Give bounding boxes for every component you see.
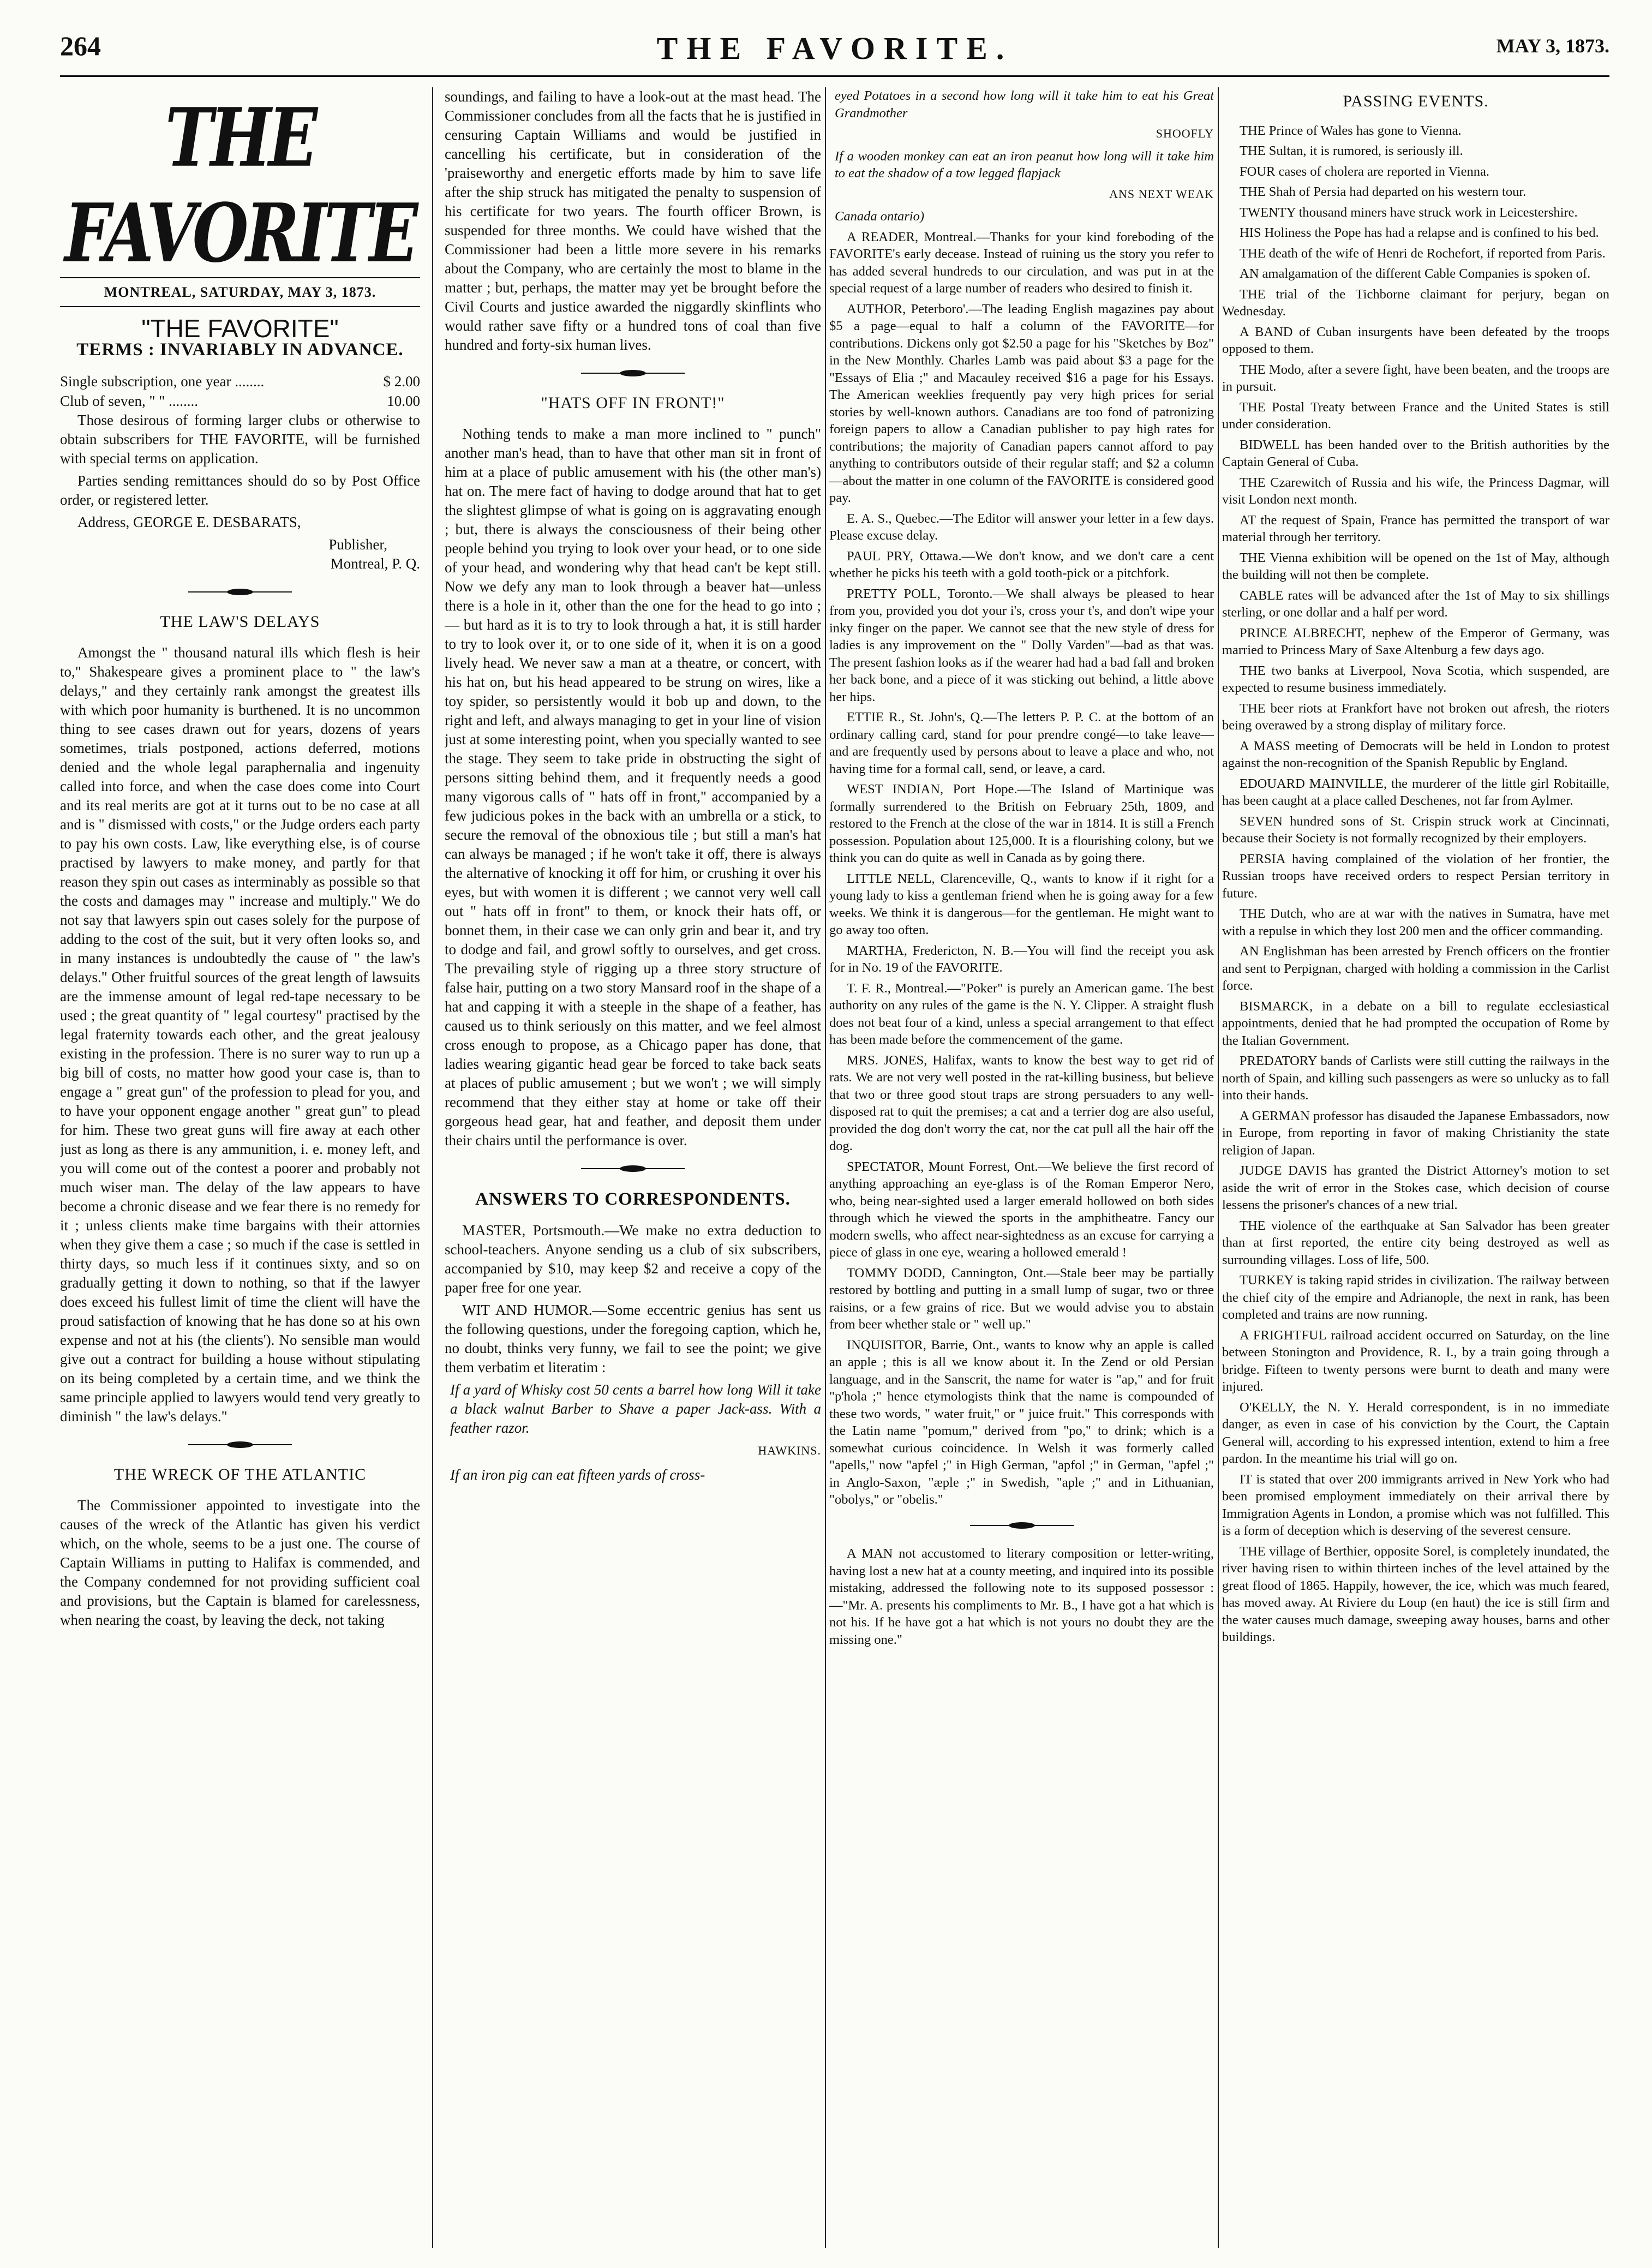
signature: Canada ontario)	[835, 209, 925, 224]
laws-delays-article: Amongst the " thousand natural ills which flesh is heir to," Shakespeare gives a prominent place to " the law's delays," and they certainly rank amongst the greatest ills with which poor humanity is burthened. It is no uncommon thing to see cases drawn out for years, dozens of years sometimes, trials postponed, actions deferred, motions denied and the whole legal paraphernalia and ingenuity called into force, and when the case does come into Court and its real merits are got at it turns out to be no case at all and is " dismissed with costs," or the Judge orders each party to pay his own costs. Law, like everything else, is of course practised by lawyers to make money, and partly for that reason they spin out cases as interminably as possible so that the costs and damages may " increase and multiply." We do not say that lawyers spin out cases solely for the purpose of adding to the cost of the suit, but it very often looks so, and in many instances is undoubtedly the cause of " the law's delays." Other fruitful sources of the great length of lawsuits are the immense amount of legal red-tape necessary to be used ; the great quantity of " legal courtesy" practised by the legal fraternity towards each other, and the great jealousy existing in the profession. There is no surer way to run up a big bill of costs, no matter how good your case is, than to engage a " great gun" of the profession to plead for you, and to have your opponent engage another " great gun" to plead for him. These two great guns will fire away at each other just as long as there is any ammunition, i. e. money left, and you will come out of the contest a poorer and probably not much wiser man. The delay of the law appears to have become a chronic disease and we fear there is no remedy for it ; unless clients make time bargains with their attornies when they give them a case ; so much if the case is settled in thirty days, so much less if it continues sixty, and so on gradually getting it down to nothing, so that if the lawyer does exceed his fullest limit of time the client will have the proud satisfaction of knowing that he has done so at his own expense and not at his (the clients'). No sensible man would give out a contract for building a house without stipulating on its being completed by a certain time, and we think the same principle applied to lawyers would tend very greatly to diminish " the law's delays."	[60, 644, 420, 1425]
news-item: A GERMAN professor has disauded the Japanese Embassadors, now in Europe, from reporting in favor of making Christianity the state religion of Japan.	[1222, 1108, 1609, 1158]
news-item: TWENTY thousand miners have struck work in Leicestershire.	[1240, 205, 1578, 220]
address-line: Address, GEORGE E. DESBARATS,	[77, 514, 301, 530]
column-rule	[825, 87, 826, 2248]
hats-off-heading: "HATS OFF IN FRONT!"	[541, 394, 725, 412]
news-item: BIDWELL has been handed over to the British authorities by the Captain General of Cuba.	[1222, 437, 1609, 469]
passing-events-list	[1222, 122, 1609, 1646]
answers-heading: ANSWERS TO CORRESPONDENTS.	[475, 1189, 791, 1209]
news-item: THE beer riots at Frankfort have not broken out afresh, the rioters being overawed by a strong display of military force.	[1222, 701, 1609, 733]
answer-item: E. A. S., Quebec.—The Editor will answer your letter in a few days. Please excuse delay.	[829, 511, 1214, 543]
column-rule	[1218, 87, 1219, 2248]
news-item: O'KELLY, the N. Y. Herald correspondent, is in no immediate danger, as even in case of his conviction by the Court, the Captain General will, according to his expressed intention, extend to him a free pardon. In the meantime his trial will go on.	[1222, 1399, 1609, 1466]
news-item: IT is stated that over 200 immigrants arrived in New York who had been promised employment immediately on their arrival there by Immigration Agents in London, a promise which was not fulfilled. This is a form of deception which is deserving of the severest censure.	[1222, 1471, 1609, 1538]
news-item: JUDGE DAVIS has granted the District Attorney's motion to set aside the writ of error in the Stokes case, which decision of course lessens the prisoner's chances of a new trial.	[1222, 1163, 1609, 1212]
column-1	[60, 87, 420, 2248]
news-item: THE violence of the earthquake at San Salvador has been greater than at first reported, the entire city being destroyed as well as surrounding villages. Loss of life, 500.	[1222, 1218, 1609, 1267]
ornament-divider	[60, 583, 420, 602]
news-item: CABLE rates will be advanced after the 1st of May to six shillings sterling, or one dollar and a half per word.	[1222, 588, 1609, 620]
news-item: SEVEN hundred sons of St. Crispin struck work at Cincinnati, because their Society is not formally recognized by their employers.	[1222, 813, 1609, 846]
signature: SHOOFLY	[1156, 127, 1214, 140]
answer-item: ETTIE R., St. John's, Q.—The letters P. P. C. at the bottom of an ordinary calling card, stand for pour prendre congé—to take leave—and are frequently used by persons about to leave a place and who, not having time for a formal call, send, or leave, a card.	[829, 710, 1214, 776]
price-value: $ 2.00	[383, 373, 420, 390]
news-item: AT the request of Spain, France has permitted the transport of war material through her territory.	[1222, 512, 1609, 544]
ornament-divider	[445, 1160, 821, 1179]
quoted-question-continued: eyed Potatoes in a second how long will it take him to eat his Great Grandmother	[835, 88, 1214, 121]
news-item: THE Postal Treaty between France and the United States is still under consideration.	[1222, 399, 1609, 432]
laws-delays-heading: THE LAW'S DELAYS	[160, 613, 320, 631]
answer-item: TOMMY DODD, Cannington, Ont.—Stale beer may be partially restored by bottling and putting in a small lump of sugar, two or three raisins, or a few grains of rice. But we would advise you to abstain from beer whether stale or " well up."	[829, 1265, 1214, 1332]
news-item: THE Czarewitch of Russia and his wife, the Princess Dagmar, will visit London next month.	[1222, 475, 1609, 507]
answer-item: A READER, Montreal.—Thanks for your kind foreboding of the FAVORITE's early decease. Instead of ruining us the story you refer to has added several hundreds to our circulation, and was put in at the special request of a large number of readers who desired to finish it.	[829, 229, 1214, 296]
news-item: THE village of Berthier, opposite Sorel, is completely inundated, the river having risen to within thirteen inches of the level attained by the great flood of 1865. Happily, however, the ice, which was much feared, has moved away. At Riviere du Loup (en haut) the ice is still firm and the water causes much damage, sweeping away houses, barns and other buildings.	[1222, 1543, 1609, 1644]
wreck-article-continued: soundings, and failing to have a look-out at the mast head. The Commissioner concludes from all the facts that he is justified in censuring Captain Williams and would be justified in cancelling his certificate, but in consideration of the 'praiseworthy and energetic efforts made by him to save life after the ship struck has mitigated the penalty to suspension of his certificate for two years. The fourth officer Brown, is suspended for three months. We could have wished that the Commissioner had been a little more severe in his remarks about the Company, who are certainly the most to blame in the matter ; but, perhaps, the matter may yet be brought before the Civil Courts and justice awarded the niggardly skinflints who would rather save fifty or a hundred tons of coal than five hundred and forty-six human lives.	[445, 88, 821, 353]
news-item: THE Sultan, it is rumored, is seriously ill.	[1240, 143, 1463, 158]
answer-item: SPECTATOR, Mount Forrest, Ont.—We believe the first record of anything approaching an eye-glass is of the Roman Emperor Nero, who, being near-sighted used a larger emerald hollowed on both sides through which he viewed the sports in the amphitheatre. Fancy our modern swells, who affect near-sightedness as an excuse for carrying a piece of glass in one eye, wearing a hollowed emerald !	[829, 1159, 1214, 1260]
address-line: Montreal, P. Q.	[330, 555, 420, 572]
news-item: EDOUARD MAINVILLE, the murderer of the little girl Robitaille, has been caught at a place called Deschenes, not far from Aylmer.	[1222, 776, 1609, 808]
header-date: MAY 3, 1873.	[1496, 35, 1609, 57]
column-2	[445, 87, 821, 2248]
remittance-paragraph: Parties sending remittances should do so by Post Office order, or registered letter.	[60, 472, 420, 508]
price-row	[60, 391, 420, 411]
price-label: Single subscription, one year ........	[60, 373, 265, 390]
news-item: FOUR cases of cholera are reported in Vienna.	[1240, 164, 1489, 179]
favorite-logo: THE FAVORITE	[64, 90, 416, 280]
news-item: A MASS meeting of Democrats will be held in London to protest against the non-recognition of the Spanish Republic by England.	[1222, 738, 1609, 770]
answer-item: PAUL PRY, Ottawa.—We don't know, and we don't care a cent whether he picks his teeth with a gold tooth-pick or a pitchfork.	[829, 548, 1214, 581]
dateline: MONTREAL, SATURDAY, MAY 3, 1873.	[60, 277, 420, 307]
hats-off-article: Nothing tends to make a man more inclined to " punch" another man's head, than to have that other man sit in front of him at a place of public amusement with his (the other man's) hat on. The mere fact of having to dodge around that hat to get the slightest glimpse of what is going on is aggravating enough ; but, there is always the consciousness of their being other people behind you trying to look over your head, or to one side of your head, and wondering why that head can't be kept still. Now we defy any man to look through a beaver hat—unless there is a hole in it, other than the one for the head to go into ;— but hard as it is to try to look through a hat, it is still harder to try to look over it, or to one side of it, when it is on a good lively head. We never saw a man at a theatre, or concert, with his hat on, but his head appeared to be strung on wires, like a toy spider, so persistently would it bob up and down, to the right and left, and always managing to get in your line of vision just at some interesting point, when you specially wanted to see the stage. They seem to take pride in obstructing the sight of persons sitting behind them, and it frequently needs a good many vigorous calls of " hats off in front," accompanied by a few judicious pokes in the back with an umbrella or a stick, to secure the removal of the obnoxious tile ; but still a man's hat can always be managed ; if he won't take it off, there is always the alternative of knocking it off for him, or crushing it over his eyes, but with women it is different ; we cannot very well call out " hats off in front" to them, or knock their hats off, or bonnet them, in their case we can only grin and bear it, and try to dodge and fail, and growl softly to ourselves, and get cross. The prevailing style of rigging up a three story structure of false hair, putting on a two story Mansard roof in the shape of a hat and capping it with a steeple in the shape of a feather, has caused us to think seriously on this matter, and we feel almost cross enough to propose, as a Chicago paper has done, that ladies wearing gigantic head gear be forced to take back seats at places of public amusement ; but we won't ; we will simply recommend that they either stay at home or take off their gorgeous head gear, hat and feather, and deposit them under their chairs until the performance is over.	[445, 426, 821, 1148]
hat-anecdote: A MAN not accustomed to literary composition or letter-writing, having lost a new hat at a county meeting, and inquired into its possible mistaking, addressed the following note to its supposed possessor :—"Mr. A. presents his compliments to Mr. B., I have got a hat which is not his. If he have got a hat which is not yours no doubt they are the missing one."	[829, 1546, 1214, 1647]
answer-item: MRS. JONES, Halifax, wants to know the best way to get rid of rats. We are not very well posted in the rat-killing business, but believe that two or three good stout traps are strong persuaders to any well-disposed rat to quit the premises; a cat and a terrier dog are also useful, provided the dog don't worry the cat, nor the cat pull all the hair off the dog.	[829, 1052, 1214, 1153]
column-rule	[432, 87, 433, 2248]
news-item: PREDATORY bands of Carlists were still cutting the railways in the north of Spain, and killing such passengers as were so unlucky as to fall into their hands.	[1222, 1054, 1609, 1103]
signature: HAWKINS.	[758, 1444, 821, 1457]
address-line: Publisher,	[328, 536, 387, 553]
quoted-question: If a wooden monkey can eat an iron peanut how long will it take him to eat the shadow of a tow legged flapjack	[835, 148, 1214, 181]
favorite-heading: "THE FAVORITE"	[141, 314, 339, 343]
clubs-paragraph: Those desirous of forming larger clubs or otherwise to obtain subscribers for THE FAVORITE, will be furnished with special terms on application.	[60, 412, 420, 466]
wreck-heading: THE WRECK OF THE ATLANTIC	[113, 1465, 367, 1483]
news-item: THE Modo, after a severe fight, have been beaten, and the troops are in pursuit.	[1222, 362, 1609, 394]
answer-item: MARTHA, Fredericton, N. B.—You will find the receipt you ask for in No. 19 of the FAVORITE.	[829, 943, 1214, 975]
terms-heading: TERMS : INVARIABLY IN ADVANCE.	[76, 340, 404, 360]
answer-item: WIT AND HUMOR.—Some eccentric genius has sent us the following questions, under the foregoing caption, which he, no doubt, thinks very funny, we fail to see the point; we give them verbatim et literatim :	[445, 1302, 821, 1375]
answer-item: AUTHOR, Peterboro'.—The leading English magazines pay about $5 a page—equal to half a column of the FAVORITE—for contributions. Dickens only got $2.50 a page for his "Sketches by Boz" in the New Monthly. Charles Lamb was paid about $3 a page for the "Essays of Elia ;" and Macauley received $16 a page for his Essays. The American weeklies frequently pay very high prices for serial stories by well-known authors. Canadians are too fond of patronizing foreign papers to allow a Canadian publisher to pay high rates for contributions; the majority of Canadian papers cannot afford to pay anything to contributors outside of their regular staff; and $2 a column—about the matter in one column of the FAVORITE is considered good pay.	[829, 301, 1214, 505]
header-rule	[60, 75, 1609, 77]
ornament-divider	[60, 1436, 420, 1455]
ornament-divider	[445, 364, 821, 384]
news-item: PRINCE ALBRECHT, nephew of the Emperor of Germany, was married to Princess Mary of Saxe Altenburg a few days ago.	[1222, 625, 1609, 657]
signature: ANS NEXT WEAK	[1109, 187, 1214, 201]
answer-item: MASTER, Portsmouth.—We make no extra deduction to school-teachers. Anyone sending us a club of six subscribers, accompanied by $10, may keep $2 and receive a copy of the paper free for one year.	[445, 1222, 821, 1296]
page-number: 264	[60, 31, 101, 61]
price-label: Club of seven, " " ........	[60, 393, 199, 409]
price-row	[60, 372, 420, 391]
wreck-article: The Commissioner appointed to investigate into the causes of the wreck of the Atlantic has given his verdict which, on the whole, seems to be a just one. The course of Captain Williams in putting to Halifax is commended, and the Company condemned for not providing sufficient coal and provisions, but the Captain is blamed for carelessness, when nearing the coast, by leaving the deck, not taking	[60, 1497, 420, 1628]
news-item: THE Vienna exhibition will be opened on the 1st of May, although the building will not then be complete.	[1222, 550, 1609, 582]
news-item: A FRIGHTFUL railroad accident occurred on Saturday, on the line between Stonington and Providence, R. I., by a train going through a bridge. Fifteen to twenty persons were burnt to death and many were injured.	[1222, 1327, 1609, 1394]
answer-item: WEST INDIAN, Port Hope.—The Island of Martinique was formally surrendered to the British on February 25th, 1809, and restored to the French at the close of the war in 1814. It is still a French possession. Population about 125,000. It is a flourishing colony, but we think you can do quite as well in Canada as by going there.	[829, 782, 1214, 865]
news-item: PERSIA having complained of the violation of her frontier, the Russian troops have received orders to respect Persian territory in future.	[1222, 851, 1609, 901]
news-item: HIS Holiness the Pope has had a relapse and is confined to his bed.	[1240, 225, 1599, 240]
news-item: THE Dutch, who are at war with the natives in Sumatra, have met with a repulse in which they lost 200 men and the officer commanding.	[1222, 906, 1609, 938]
column-3	[829, 87, 1214, 2248]
page-header	[60, 30, 1609, 74]
news-item: TURKEY is taking rapid strides in civilization. The railway between the chief city of the empire and Adrianople, the next in rank, has been completed and trains are now running.	[1222, 1273, 1609, 1322]
news-item: A BAND of Cuban insurgents have been defeated by the troops opposed to them.	[1222, 324, 1609, 356]
answer-item: LITTLE NELL, Clarenceville, Q., wants to know if it right for a young lady to kiss a gentleman friend when he is going away for a few weeks. We think it is dangerous—for the gentleman. He might want to go away too often.	[829, 871, 1214, 937]
news-item: THE trial of the Tichborne claimant for perjury, began on Wednesday.	[1222, 286, 1609, 319]
news-item: THE Shah of Persia had departed on his western tour.	[1240, 184, 1527, 199]
quoted-question: If an iron pig can eat fifteen yards of cross-	[450, 1467, 705, 1483]
news-item: AN Englishman has been arrested by French officers on the frontier and sent to Perpignan, charged with holding a commission in the Carlist force.	[1222, 944, 1609, 993]
news-item: BISMARCK, in a debate on a bill to regulate ecclesiastical appointments, denied that he had prompted the occupation of Rome by the Italian Government.	[1222, 998, 1609, 1048]
news-item: AN amalgamation of the different Cable Companies is spoken of.	[1240, 266, 1591, 281]
answer-item: PRETTY POLL, Toronto.—We shall always be pleased to hear from you, provided you dot your i's, cross your t's, and don't wipe your inky finger on the paper. We cannot see that the new style of dress for ladies is any improvement on the " Dolly Varden"—bad as that was. The present fashion looks as if the wearer had had a bad fall and broken her back bone, and a piece of it was sticking out behind, a little above her hips.	[829, 586, 1214, 704]
news-item: THE death of the wife of Henri de Rochefort, if reported from Paris.	[1240, 246, 1606, 261]
news-item: THE two banks at Liverpool, Nova Scotia, which suspended, are expected to resume business immediately.	[1222, 663, 1609, 695]
answer-item: T. F. R., Montreal.—"Poker" is purely an American game. The best authority on any rules of the game is the N. Y. Clipper. A straight flush does not beat four of a kind, unless a special arrangement to that effect has been made before the commencement of the game.	[829, 980, 1214, 1047]
quoted-question: If a yard of Whisky cost 50 cents a barrel how long Will it take a black walnut Barber to Shave a paper Jack-ass. With a feather razor.	[450, 1381, 821, 1436]
news-item: THE Prince of Wales has gone to Vienna.	[1240, 123, 1462, 138]
column-4	[1222, 87, 1609, 2248]
newspaper-title: THE FAVORITE.	[656, 31, 1013, 66]
passing-events-heading: PASSING EVENTS.	[1343, 92, 1489, 110]
answer-item: INQUISITOR, Barrie, Ont., wants to know why an apple is called an apple ; this is all we know about it. In the Zend or old Persian language, and in the Sanscrit, the name for water is "ap," and for fruit "p'hola ;" hence etymologists think that the name is compounded of these two words, " water fruit," or " juice fruit." This corresponds with the Latin name "pomum," derived from "po," to drink; which is a somewhat curious coincidence. In Welsh it was formerly called "apells," now "apfel ;" in High German, "apfol ;" in German, "apfel ;" in Anglo-Saxon, "æple ;" in Swedish, "aple ;" and in Lithuanian, "obolys," or "obelis."	[829, 1337, 1214, 1507]
ornament-divider	[829, 1518, 1214, 1536]
price-value: 10.00	[387, 393, 420, 409]
